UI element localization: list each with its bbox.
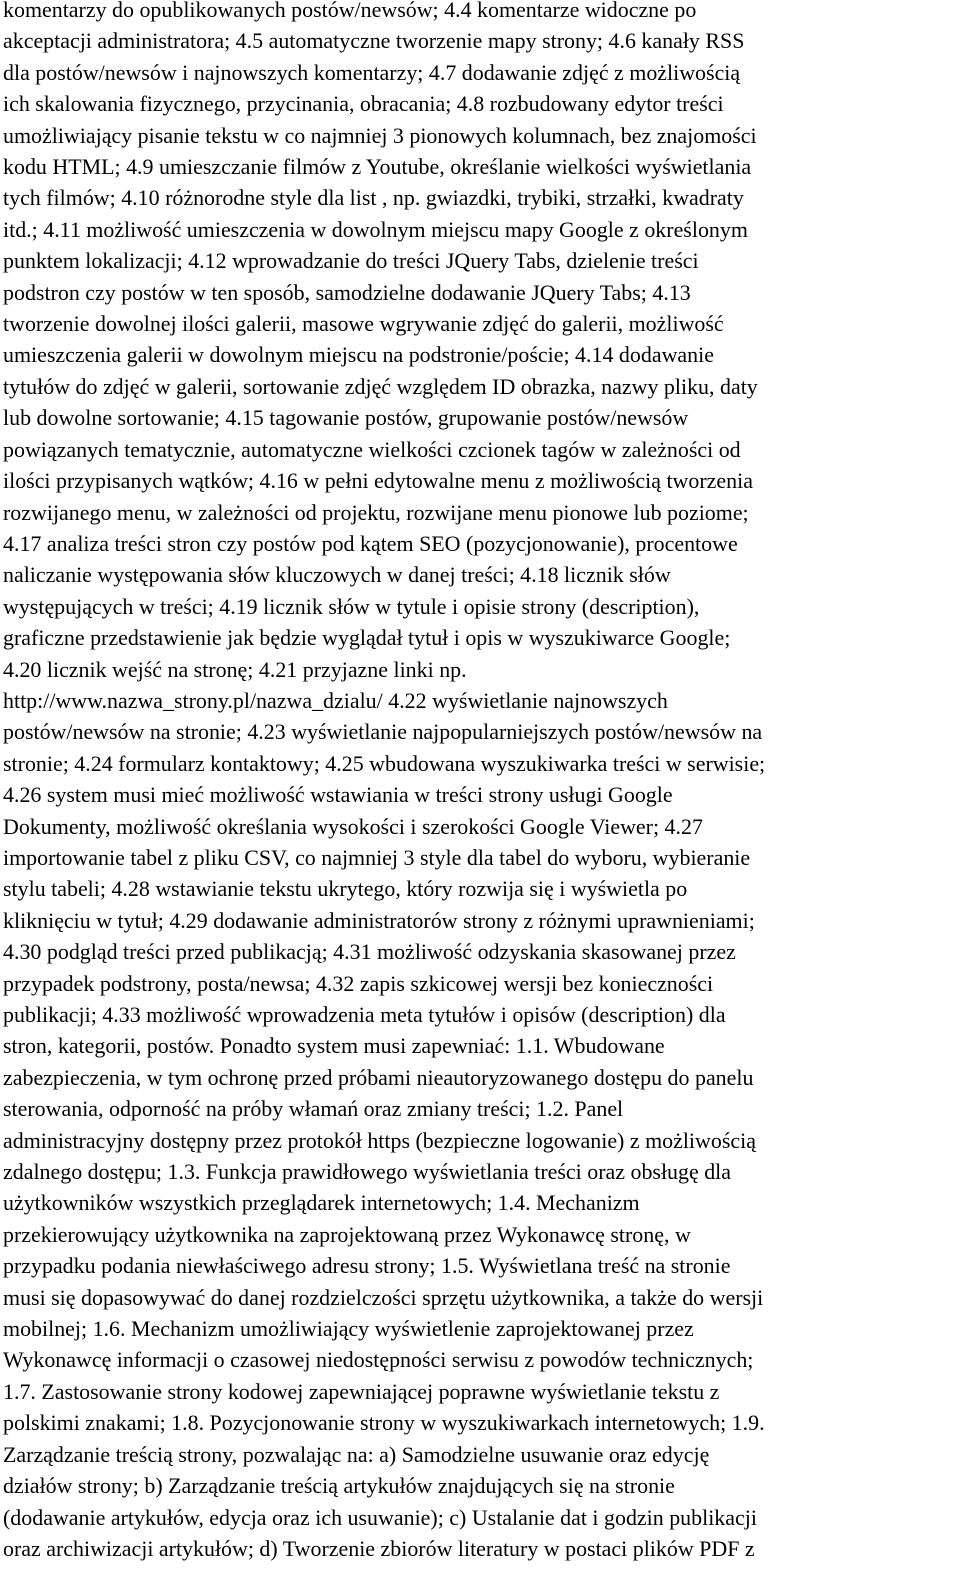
text-line: publikacji; 4.33 możliwość wprowadzenia meta tytułów i opisów (description) dla — [3, 1002, 726, 1027]
text-line: tytułów do zdjęć w galerii, sortowanie zdjęć względem ID obrazka, nazwy pliku, daty — [3, 373, 758, 399]
text-line: ilości przypisanych wątków; 4.16 w pełni edytowalne menu z możliwością tworzenia — [3, 468, 753, 494]
text-line: Dokumenty, możliwość określania wysokości i szerokości Google Viewer; 4.27 — [3, 813, 703, 839]
text-line: itd.; 4.11 możliwość umieszczenia w dowolnym miejscu mapy Google z określonym — [3, 216, 748, 242]
text-line: umieszczenia galerii w dowolnym miejscu na podstronie/poście; 4.14 dodawanie — [3, 342, 714, 368]
text-line: 4.26 system musi mieć możliwość wstawiania w treści strony usługi Google — [3, 782, 673, 808]
text-line: Wykonawcę informacji o czasowej niedostępności serwisu z powodów technicznych; — [3, 1347, 754, 1373]
text-line: 1.7. Zastosowanie strony kodowej zapewniającej poprawne wyświetlanie tekstu z — [3, 1378, 720, 1404]
text-line: lub dowolne sortowanie; 4.15 tagowanie postów, grupowanie postów/newsów — [3, 405, 689, 431]
text-line: zdalnego dostępu; 1.3. Funkcja prawidłowego wyświetlania treści oraz obsługę dla — [3, 1159, 732, 1185]
text-line: 4.20 licznik wejść na stronę; 4.21 przyjazne linki np. — [3, 656, 467, 682]
text-line: 4.17 analiza treści stron czy postów pod kątem SEO (pozycjonowanie), procentowe — [3, 530, 738, 556]
document-body-text — [3, 0, 959, 1564]
text-line: kodu HTML; 4.9 umieszczanie filmów z Youtube, określanie wielkości wyświetlania — [3, 154, 752, 180]
text-line: dla postów/newsów i najnowszych komentarzy; 4.7 dodawanie zdjęć z możliwością — [3, 59, 741, 85]
text-line: postów/newsów na stronie; 4.23 wyświetlanie najpopularniejszych postów/newsów na — [3, 719, 763, 745]
text-line: administracyjny dostępny przez protokół https (bezpieczne logowanie) z możliwością — [3, 1127, 756, 1153]
text-line: kliknięciu w tytuł; 4.29 dodawanie administratorów strony z różnymi uprawnieniami; — [3, 907, 755, 933]
text-line: przypadku podania niewłaściwego adresu strony; 1.5. Wyświetlana treść na stronie — [3, 1253, 731, 1279]
text-line: występujących w treści; 4.19 licznik słów w tytule i opisie strony (description), — [3, 593, 700, 619]
text-line: importowanie tabel z pliku CSV, co najmniej 3 style dla tabel do wyboru, wybieranie — [3, 844, 751, 870]
text-line: http://www.nazwa_strony.pl/nazwa_dzialu/ 4.22 wyświetlanie najnowszych — [3, 687, 668, 713]
text-line: mobilnej; 1.6. Mechanizm umożliwiający wyświetlenie zaprojektowanej przez — [3, 1316, 694, 1342]
text-line: stronie; 4.24 formularz kontaktowy; 4.25 wbudowana wyszukiwarka treści w serwisie; — [3, 750, 766, 776]
text-line: akceptacji administratora; 4.5 automatyczne tworzenie mapy strony; 4.6 kanały RSS — [3, 28, 745, 54]
text-line: działów strony; b) Zarządzanie treścią artykułów znajdujących się na stronie — [3, 1473, 675, 1499]
text-line: przekierowujący użytkownika na zaprojektowaną przez Wykonawcę stronę, w — [3, 1221, 691, 1247]
text-line: powiązanych tematycznie, automatyczne wielkości czcionek tagów w zależności od — [3, 436, 741, 462]
text-line: użytkowników wszystkich przeglądarek internetowych; 1.4. Mechanizm — [3, 1190, 640, 1216]
text-line: sterowania, odporność na próby włamań oraz zmiany treści; 1.2. Panel — [3, 1096, 624, 1122]
text-line: (dodawanie artykułów, edycja oraz ich usuwanie); c) Ustalanie dat i godzin publikacji — [3, 1504, 757, 1530]
text-line: 4.30 podgląd treści przed publikacją; 4.31 możliwość odzyskania skasowanej przez — [3, 939, 736, 965]
text-line: stron, kategorii, postów. Ponadto system musi zapewniać: 1.1. Wbudowane — [3, 1033, 665, 1059]
text-line: tworzenie dowolnej ilości galerii, masowe wgrywanie zdjęć do galerii, możliwość — [3, 311, 724, 337]
text-line: polskimi znakami; 1.8. Pozycjonowanie strony w wyszukiwarkach internetowych; 1.9. — [3, 1410, 765, 1436]
text-line: musi się dopasowywać do danej rozdzielczości sprzętu użytkownika, a także do wersji — [3, 1284, 764, 1310]
text-line: rozwijanego menu, w zależności od projektu, rozwijane menu pionowe lub poziome; — [3, 499, 749, 525]
text-line: tych filmów; 4.10 różnorodne style dla list , np. gwiazdki, trybiki, strzałki, kwadraty — [3, 185, 744, 211]
text-line: podstron czy postów w ten sposób, samodzielne dodawanie JQuery Tabs; 4.13 — [3, 279, 691, 305]
text-line: graficzne przedstawienie jak będzie wyglądał tytuł i opis w wyszukiwarce Google; — [3, 625, 731, 651]
text-line: umożliwiający pisanie tekstu w co najmniej 3 pionowych kolumnach, bez znajomości — [3, 122, 757, 148]
text-line: naliczanie występowania słów kluczowych w danej treści; 4.18 licznik słów — [3, 562, 671, 588]
text-line: zabezpieczenia, w tym ochronę przed próbami nieautoryzowanego dostępu do panelu — [3, 1064, 754, 1090]
text-line: oraz archiwizacji artykułów; d) Tworzenie zbiorów literatury w postaci plików PDF z — [3, 1535, 755, 1561]
text-line: punktem lokalizacji; 4.12 wprowadzanie do treści JQuery Tabs, dzielenie treści — [3, 248, 699, 274]
text-line: stylu tabeli; 4.28 wstawianie tekstu ukrytego, który rozwija się i wyświetla po — [3, 876, 688, 902]
text-line: Zarządzanie treścią strony, pozwalając na: a) Samodzielne usuwanie oraz edycję — [3, 1441, 710, 1467]
text-line: ich skalowania fizycznego, przycinania, obracania; 4.8 rozbudowany edytor treści — [3, 91, 724, 117]
text-line: przypadek podstrony, posta/newsa; 4.32 zapis szkicowej wersji bez konieczności — [3, 970, 714, 996]
text-line: komentarzy do opublikowanych postów/newsów; 4.4 komentarze widoczne po — [3, 0, 697, 22]
